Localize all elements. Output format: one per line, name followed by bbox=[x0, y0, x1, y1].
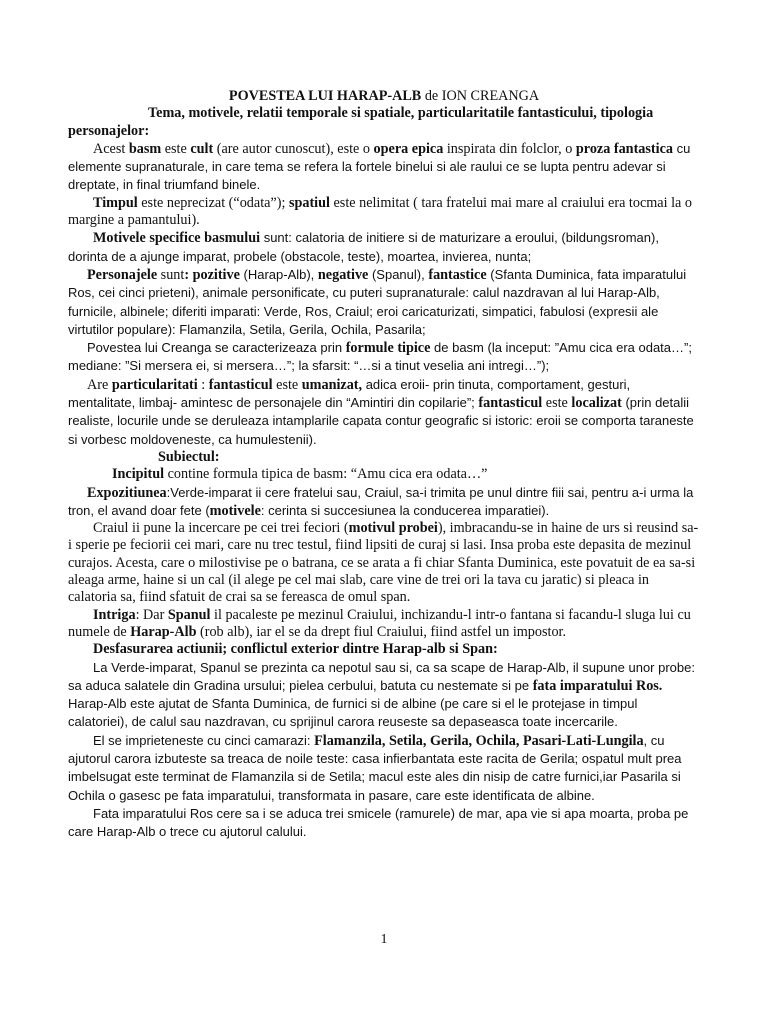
bold-run: Intriga bbox=[93, 606, 136, 623]
text-run: (Harap-Alb), bbox=[239, 266, 318, 282]
bold-run: formule tipice bbox=[345, 340, 431, 357]
title-author: de ION CREANGA bbox=[421, 88, 540, 104]
text-run: (are autor cunoscut), este o bbox=[213, 140, 374, 157]
bold-run: motivul probei bbox=[348, 520, 438, 537]
text-run: sunt bbox=[157, 266, 185, 283]
text-run: La Verde-imparat, Spanul se prezinta ca nepotul sau si, ca sa scape de Harap-Alb, il supune unor probe: sa aduca salatele din Gradina ursului; pielea cerbului, batuta cu nestemate si pe bbox=[68, 659, 695, 693]
title-main: POVESTEA LUI HARAP-ALB bbox=[228, 88, 422, 104]
paragraph-12 bbox=[68, 659, 700, 732]
text-run: este bbox=[161, 140, 191, 157]
text-run: cu elemente supranaturale, in care tema se refera la fortele binelui si ale raului ce se lupta pentru adevar si dreptate, in final triumfand binele. bbox=[68, 140, 691, 193]
paragraph-14 bbox=[68, 805, 700, 842]
text-run: contine formula tipica de basm: “Amu cica era odata…” bbox=[164, 466, 488, 483]
text-run: este bbox=[272, 376, 302, 393]
text-run: (prin detalii realiste, locurile unde se deruleaza intamplarile capata contur geografic si istoric: eroii se comporta taraneste si vorbesc moldoveneste, ca humulestenii). bbox=[68, 395, 694, 447]
text-run: Craiul ii pune la incercare pe cei trei feciori ( bbox=[93, 520, 349, 537]
bold-run: fata imparatului Ros. bbox=[532, 677, 663, 694]
page-number: 1 bbox=[380, 932, 388, 947]
bold-run: Incipitul bbox=[112, 466, 165, 483]
text-run: adica eroii- prin tinuta, comportament, gesturi, mentalitate, limbaj- amintesc de personajele din “Amintiri din copilarie”; bbox=[68, 376, 631, 411]
bold-run: Desfasurarea actiunii; conflictul exterior dintre Harap-alb si Span: bbox=[93, 641, 498, 658]
document-body bbox=[68, 88, 700, 841]
text-run: ), imbracandu-se in haine de urs si reusind sa-i sperie pe feciorii cei mari, care nu trec testul, fiind lipsiti de curaj si lasi. Insa proba este depasita de mezinul curajos. Acesta, care o milostivise pe o batrana, ce se arata a fi chiar Sfanta Duminica, este povatuit de ea sa-si aleaga arme, haine si un cal (il alege pe cel mai slab, care vine de trei ori la tava cu jaratic) si pleaca in calatoria sa, fiind sfatuit de crai sa se fereasca de omul span. bbox=[68, 520, 699, 606]
text-run: :Verde-imparat ii cere fratelui sau, Craiul, sa-i trimita pe unul dintre fiii sai, pentru a-i urma la tron, el avand doar fete ( bbox=[68, 484, 694, 518]
text-run: : Dar bbox=[135, 606, 168, 623]
text-run: : bbox=[197, 376, 209, 393]
text-run: (rob alb), iar el se da drept fiul Craiului, fiind astfel un impostor. bbox=[196, 623, 567, 640]
bold-run: fantastice bbox=[428, 266, 487, 283]
text-run: este nelimitat ( tara fratelui mai mare al craiului era tocmai la o margine a pamantului). bbox=[68, 194, 692, 229]
bold-run: Spanul bbox=[167, 606, 211, 623]
bold-run: : pozitive bbox=[184, 266, 240, 283]
text-run: Are bbox=[87, 376, 112, 393]
paragraph-13 bbox=[68, 732, 700, 805]
paragraph-10 bbox=[68, 607, 700, 642]
paragraph-2 bbox=[68, 195, 700, 230]
bold-run: negative bbox=[317, 266, 369, 283]
bold-run: fantasticul bbox=[208, 376, 273, 393]
bold-run: Personajele bbox=[87, 266, 158, 283]
bold-run: localizat bbox=[571, 395, 622, 412]
text-run: de basm (la inceput: ”Amu cica era odata…”; mediane: ”Si mersera ei, si mersera…”; la sfarsit: “…si a tinut veselia ani intregi…”); bbox=[68, 340, 692, 374]
text-run: este bbox=[542, 395, 572, 412]
bold-run: Timpul bbox=[93, 194, 138, 211]
bold-run: particularitati bbox=[111, 376, 198, 393]
bold-run: basm bbox=[128, 140, 162, 157]
section-heading-text: Subiectul bbox=[158, 448, 215, 465]
paragraph-9 bbox=[68, 520, 700, 606]
text-run: El se imprieteneste cu cinci camarazi: bbox=[93, 732, 315, 748]
paragraph-5 bbox=[68, 339, 700, 376]
bold-run: motivele bbox=[209, 502, 261, 519]
text-run: sunt: calatoria de initiere si de maturizare a eroului, (bildungsroman), dorinta de a ajunge imparat, probele (obstacole, teste), moartea, invierea, nunta; bbox=[68, 230, 659, 264]
bold-run: opera epica bbox=[373, 140, 444, 157]
text-run: (Sfanta Duminica, fata imparatului Ros, cei cinci prieteni), animale personificate, cu puteri supranaturale: calul nazdravan al lui Harap-Alb, furnicile, albinele; diferiti imparati: Verde, Ros, Craiul; eroi caricaturizati, simpatici, fabulosi (expresii ale virtutilor populare): Flamanzila, Setila, Gerila, Ochila, Pasarila; bbox=[68, 266, 687, 337]
paragraph-8 bbox=[68, 484, 700, 521]
bold-run: Flamanzila, Setila, Gerila, Ochila, Pasari-Lati-Lungila bbox=[314, 732, 644, 749]
bold-run: spatiul bbox=[288, 194, 330, 211]
text-run: este neprecizat (“odata”); bbox=[137, 194, 289, 211]
bold-run: Motivele specifice basmului bbox=[93, 230, 261, 247]
section-heading-subiectul: Subiectul: bbox=[158, 448, 220, 465]
bold-run: cult bbox=[190, 140, 214, 157]
paragraph-11 bbox=[68, 641, 700, 658]
text-run: (Spanul), bbox=[368, 266, 429, 282]
section-heading-text: Tema, motivele, relatii temporale si spatiale, particularitatile fantasticului, tipologia personajelor: bbox=[68, 105, 654, 139]
document-title bbox=[68, 88, 700, 105]
paragraph-6 bbox=[68, 376, 700, 449]
bold-run: proza fantastica bbox=[575, 140, 673, 157]
bold-run: fantasticul bbox=[478, 395, 543, 412]
text-run: Fata imparatului Ros cere sa i se aduca trei smicele (ramurele) de mar, apa vie si apa moarta, proba pe care Harap-Alb o trece cu ajutorul calului. bbox=[68, 805, 689, 840]
paragraph-1 bbox=[68, 140, 700, 195]
text-run: Povestea lui Creanga se caracterizeaza prin bbox=[87, 340, 346, 356]
text-run: Harap-Alb este ajutat de Sfanta Duminica, de furnici si de albine (pe care si el le protejase in timpul calatoriei), de calul sau nazdravan, cu sprijinul carora reuseste sa depaseasca toate incercarile. bbox=[68, 696, 638, 730]
bold-run: Harap-Alb bbox=[130, 623, 197, 640]
text-run: inspirata din folclor, o bbox=[443, 140, 576, 157]
text-run: , cu ajutorul carora izbuteste sa treaca de noile teste: casa infierbantata este racita de Gerila; ospatul mult prea imbelsugat este terminat de Flamanzila si de Setila; macul este ales din nisip de catre furnici,iar Pasarila si Ochila o gasesc pe fata imparatului, transformata in pasare, care este identificata de albine. bbox=[68, 732, 682, 803]
text-run: Acest bbox=[93, 140, 129, 157]
paragraph-7 bbox=[68, 466, 700, 483]
bold-run: Expozitiunea bbox=[87, 484, 167, 501]
text-run: il pacaleste pe mezinul Craiului, inchizandu-l intr-o fantana si facandu-l sluga lui cu numele de bbox=[68, 606, 691, 640]
paragraph-4 bbox=[68, 266, 700, 339]
paragraph-3 bbox=[68, 229, 700, 266]
text-run: : cerinta si succesiunea la conducerea imparatiei). bbox=[260, 502, 550, 518]
section-heading-main bbox=[68, 105, 700, 140]
bold-run: umanizat, bbox=[301, 376, 363, 393]
